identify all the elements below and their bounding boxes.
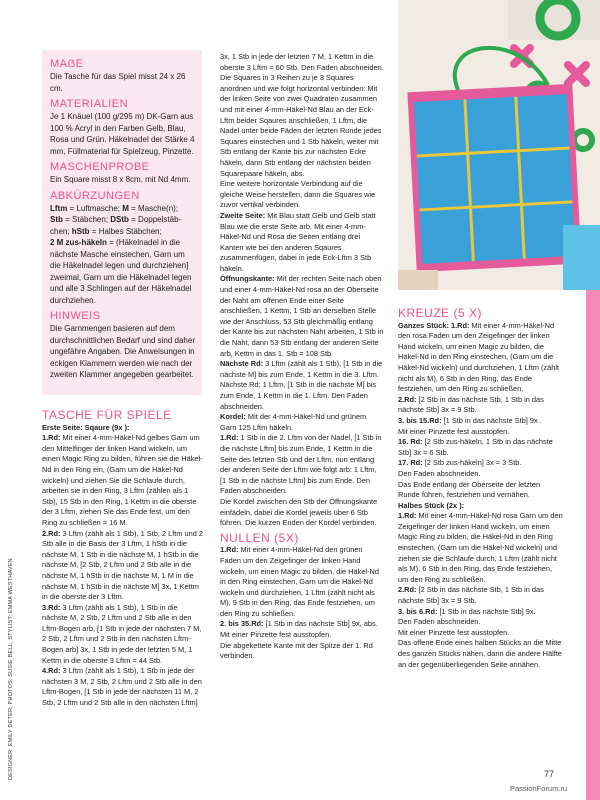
section-heading: MASCHENPROBE <box>50 161 150 173</box>
crochet-bag <box>407 84 581 272</box>
paragraph: 2.Rd: [2 Stb in das nächste Stb, 1 Stb in das nächste Stb] 3x = 9 Stb. <box>398 394 544 415</box>
paragraph: 2.Rd: [2 Stb in das nächste Stb, 1 Stb in das nächste Stb] 3x = 9 Stb. <box>398 585 544 606</box>
paragraph: Nächste Rd: 3 Lftm (zählt als 1 Stb), [1 Stb in die nächste M] bis zum Ende, 1 Kettm in die 3. Lftm. Nächste Rd: 1 Lftm, [1 Stb in die nächste M] bis zum Ende, 1 Kettm in die 1. Lftm. Den Faden abschneiden. <box>220 359 383 411</box>
product-photo <box>398 0 600 290</box>
section-heading: MATERIALIEN <box>50 98 129 110</box>
paragraph: Das offene Ende eines halben Stücks an die Mitte des ganzen Stücks nähen, dann die andere Hälfte an der gegenüberliegenden Seite annähen. <box>398 638 562 669</box>
gauge-text: Ein Square misst 8 x 8cm, mit Nd 4mm. <box>50 175 191 184</box>
paragraph: 3x, 1 Stb in jede der letzten 7 M, 1 Kettm in die oberste 3 Lftm = 60 Stb. Den Faden abschneiden. <box>220 52 384 72</box>
abbreviation-line: Lftm = Luftmasche; M = Masche(n); <box>50 203 179 213</box>
subheading: Erste Seite: Sqaure (9x ): <box>42 422 130 432</box>
paragraph: 3. bis 6.Rd: [1 Stb in das nächste Stb] 9x. <box>398 606 536 616</box>
paragraph: 1.Rd: 1 Stb in die 2. Lftm von der Nadel, [1 Stb in die nächste Lftm] bis zum Ende, 1 Kettm in die Seite des letzten Stb und der Lftm, nun entlang der anderen Seite der Lftm wie folgt arb: 1 Lftm, [1 Stb in die nächste Lftm] bis zum Ende. Den Faden abschneiden. <box>220 433 382 496</box>
paragraph: Mit einer Pinzette fest ausstopfen. <box>398 627 510 637</box>
column-1 <box>42 410 205 709</box>
toy-block <box>398 270 438 290</box>
paragraph: 4.Rd: 3 Lftm (zählt als 1 Stb), 1 Stb in jede der nächsten 3 M, 2 Stb, 2 Lftm und 2 Stb alle in den Lftm-Bogen, [1 Stb in jede der nächsten 11 M, 2 Stb, 2 Lftm und 2 Stb alle in den nächsten Lftm] <box>42 666 202 708</box>
toy-block <box>563 225 600 290</box>
abbreviation-line: 2 M zus-häkeln = (Häkelnadel in die nächste Masche einstechen, Garn um die Häkelnadel legen und durchziehen] zweimal, Garn um die Häkelnadel legen und alle 3 Schlingen auf der Häkelnadel durchziehen. <box>50 238 192 305</box>
paragraph: Mit einer Pinzette fest ausstopfen. <box>398 426 510 436</box>
materials-text: Je 1 Knäuel (100 g/295 m) DK-Garn aus 100 % Acryl in den Farben Gelb, Blau, Rosa und Grün. Häkelnadel der Stärke 4 mm, Füllmaterial für Spielzeug, Pinzette. <box>50 112 195 156</box>
section-heading: HINWEIS <box>50 310 101 322</box>
info-box <box>42 50 202 395</box>
paragraph: Kordel: Mit der 4-mm-Häkel-Nd und grünem Garn 125 Lftm häkeln. <box>220 412 367 432</box>
credit-text: DESIGNER: EMILY DETER; PHOTOS: SUSIE BELL; STYLIST: EMMA WESTHAVEN <box>8 558 14 780</box>
abbreviation-line: Stb = Stäbchen; DStb = Doppelstäb- <box>50 215 182 224</box>
paragraph: Den Faden abschneiden. <box>398 468 481 478</box>
page-number: 77 <box>544 769 555 779</box>
section-title: KREUZE (5 X) <box>398 306 483 320</box>
paragraph: Das Ende entlang der Oberseite der letzten Runde führen, festziehen und vernähen. <box>398 479 541 500</box>
paragraph: 1.Rd: Mit einer 4-mm-Häkel-Nd rosa Garn um den Zeigefinger der linken Hand wickeln, um einen Magic Ring zu bilden, die Häkel-Nd in den Ring einstechen, (Garn um die Häkel-Nd wickeln) und ziehen sie die Schlaufe durch, 1 Lftm (zählt nicht als M), 6 Stb in den Ring, das Ende festziehen, um den Ring zu schließen. <box>398 511 563 584</box>
section-heading: MAẞE <box>50 58 84 70</box>
abbreviation-line: chen; hStb = Halbes Stäbchen; <box>50 226 162 236</box>
paragraph: Öffnungskante: Mit der rechten Seite nach oben und einer 4-mm-Häkel-Nd rosa an der Oberseite der Naht am offenen Ende einer Seite anschließen, 1 Kettm, 1 Stb an derselben Stelle wie der Anschluss, 53 Stb gleichmäßig entlang der Kante bis zur nächsten Naht arbeiten, 1 Stb in die Naht, dann 53 Stb entlang der anderen Seite arb, Kettm in das 1. Stb = 108 Stb <box>220 274 384 358</box>
paragraph: 1.Rd: Mit einer 4-mm-Häkel-Nd den grünen Faden um den Zeigefinger der linken Hand wickeln, um einen Magic zu bilden, die Häkel-Nd in den Ring einstechen, Garn um die Häkel-Nd wickeln und durchziehen, 1 Lftm (zählt nicht als M), 9 Stb in den Ring, das Ende festziehen, um den Ring zu schließen. <box>220 545 379 618</box>
paragraph: 3.Rd: 3 Lftm (zählt als 1 Stb), 1 Stb in die nächste M, 2 Stb, 2 Lftm und 2 Stb alle in den Lftm-Bogen arb, [1 Stb in jede der nächsten 7 M, 2 Stb, 2 Lftm und 2 Stb in den nächsten Lftm-Bogen arb] 3x, 1 Stb in jede der letzten 5 M, 1 Kettm in die oberste 3 Lftm = 44 Stb. <box>42 602 202 665</box>
section-title: TASCHE FÜR SPIELE <box>42 408 172 422</box>
photo-credit <box>8 558 20 780</box>
paragraph: Eine weitere horizontale Verbindung auf die gleiche Weise herstellen, dann die Squares wie zuvor vertikal verbinden. <box>220 179 376 210</box>
site-watermark: PassionForum.ru <box>510 784 568 793</box>
paragraph: Den Faden abschneiden. <box>398 617 481 627</box>
measurements-text: Die Tasche für das Spiel misst 24 x 26 cm. <box>50 72 186 93</box>
paragraph: Die Kordel zwischen den Stb der Öffnungskante einfädeln, dabei die Kordel jeweils über 6 Stb führen. Die kurzen Enden der Kordel verbinden. <box>220 496 378 528</box>
paragraph: 2. bis 35.Rd: [1 Stb in das nächste Stb] 9x, abs. <box>220 619 378 629</box>
paragraph: Die abgekettete Kante mit der Spitze der 1. Rd verbinden. <box>220 640 373 661</box>
paragraph: Mit einer Pinzette fest ausstopfen. <box>220 630 332 640</box>
paragraph: 1.Rd: Mit einer 4-mm-Häkel-Nd gelbes Garn um den Mittelfinger der linken Hand wickeln, um einen Magic Ring zu bilden, führen sie die Häkel-Nd in den Ring ein, (Garn um die Häkel-Nd wickeln) und ziehen Sie die Schlaufe durch, arbeiten sie in den Ring, 3 Lftm (zählen als 1 Stb), 15 Stb in den Ring, 1 Kettm in die oberste der 3 Lftm, ziehen Sie das Ende fest, um den Ring zu schließen = 16 M. <box>42 433 203 527</box>
paragraph: 16. Rd: [2 Stb zus-häkeln, 1 Stb in das nächste Stb] 3x = 6 Stb. <box>398 437 553 457</box>
paragraph: 3. bis 15.Rd: [1 Stb in das nächste Stb] 9x . <box>398 415 542 425</box>
paragraph: 17. Rd: [2 Stb zus-häkeln] 3x = 3 Stb. <box>398 458 522 468</box>
paragraph: Die Squares in 3 Reihen zu je 3 Squares anordnen und wie folgt horizontal verbinden: Mit der linken Seite von zwei Quadraten zusammen und mit einer 4-mm-Häkel-Nd Blau an der Eck-Lftm beider Sqaures anschließen, 1 Lftm, die Nadel unter beide Fäden der letzten Runde jedes Squares einstechen und 1 Stb häkeln, weiter mit Stb entlang der Kante bis zur nächsten Ecke häkeln, dann Stb entlang der nächsten beiden Squarepaare häkeln, abs. <box>220 73 382 178</box>
subheading: Halbes Stück (2x ): <box>398 500 465 510</box>
paragraph: 2.Rd: 3 Lftm (zählt als 1 Stb), 1 Stb, 2 Lftm und 2 Stb alle in die Basis der 3 Lftm, 1 hStb in die nächste M, 1 Stb in die nächste M, 1 hStb in die nächste M, [2 Stb, 2 Lftm und 2 Stb alle in die nächste M, 1 hStb in die nächste M, 1 M in die nächste M, 1 hStb in die nächste M] 3x, 1 Kettm in die oberste der 3 Lftm. <box>42 528 204 602</box>
note-text: Die Garnmengen basieren auf dem durchschnittlichen Bedarf und sind daher ungefähre Angaben. Die Anweisungen in eckigen Klammern werden wie nach der zweiten Klammer angegeben gearbeitet. <box>50 324 195 379</box>
crochet-bag-illustration <box>398 0 600 290</box>
decorative-side-bar <box>586 290 600 800</box>
section-title: NULLEN (5X) <box>220 530 299 545</box>
column-2 <box>220 52 384 662</box>
paragraph: Zweite Seite: Mit Blau statt Gelb und Gelb statt Blau wie die erste Seite arb. Mit einer 4-mm-Häkel-Nd und Rosa die Seiten entlang drei Kanten wie bei den anderen Sqaures zusammenfügen, dabei in jede Eck-Lftm 3 Stb häkeln. <box>220 210 376 273</box>
section-heading: ABKÜRZUNGEN <box>50 189 140 202</box>
paragraph: Ganzes Stück: 1.Rd: Mit einer 4-mm-Häkel-Nd den rosa Faden um den Zeigefinger der linken Hand wickeln, um einen Magic zu bilden, die Häkel-Nd in den Ring einstechen, (Garn um die Häkel-Nd wickeln) und durchziehen, 1 Lftm (zählt nicht als M), 6 Stb in den Ring, das Ende festziehen, um den Ring zu schließen. <box>398 320 560 394</box>
column-3 <box>398 308 563 670</box>
